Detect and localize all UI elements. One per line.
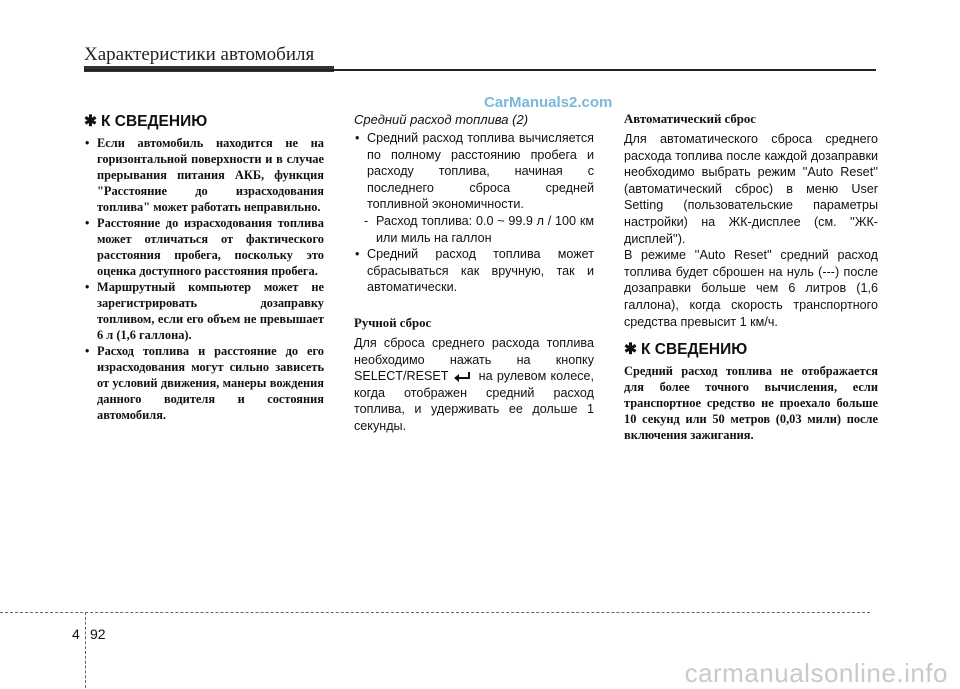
page-header-title: Характеристики автомобиля xyxy=(84,44,315,65)
manual-reset-text: Для сброса среднего расхода топлива необходимо нажать на кнопку SELECT/RESET на рулевом колесе, когда отображен средний расход топлива, и удерживать ее дольше 1 секунды. xyxy=(354,335,595,433)
auto-reset-paragraph-1: Для автоматического сброса среднего расхода топлива после каждой дозаправки необходимо выбрать режим ''Auto Reset'' (автоматический сброс) в меню User Setting (пользовательские параметры настройки) на ЖК-дисплее (см. ''ЖК-дисплей''). xyxy=(624,132,878,246)
list-subitem: - Расход топлива: 0.0 ~ 99.9 л / 100 км или миль на галлон xyxy=(354,213,594,246)
footer-rule xyxy=(0,612,870,613)
star-icon: ✱ xyxy=(624,341,637,359)
auto-reset-heading: Автоматический сброс xyxy=(624,112,756,126)
manual-reset-heading: Ручной сброс xyxy=(354,315,432,330)
column-2 xyxy=(354,112,594,435)
avg-fuel-heading: Средний расход топлива (2) xyxy=(354,112,529,127)
header-rule xyxy=(84,69,876,71)
notice-text: Средний расход топлива не отображается для более точного вычисления, если транспортное средство не проехало больше 10 секунд или 50 метров (0,03 мили) после включения зажигания. xyxy=(624,364,878,443)
chapter-number: 4 xyxy=(72,626,80,642)
auto-reset-paragraph-2: В режиме ''Auto Reset'' средний расход топлива будет сброшен на нуль (---) после дозаправки больше чем 6 литров (1,6 галлона), когда скорость транспортного средства превысит 1 км/ч. xyxy=(624,248,878,329)
notice-heading: ✱ К СВЕДЕНИЮ xyxy=(84,113,208,130)
notice-item: • Маршрутный компьютер может не зарегистрировать дозаправку топливом, если его объем не превышает 6 л (1,6 галлона). xyxy=(84,279,324,343)
column-1 xyxy=(84,112,324,423)
notice-list xyxy=(84,135,324,423)
page-number: 92 xyxy=(90,626,106,642)
watermark-top: CarManuals2.com xyxy=(484,94,613,111)
watermark-bottom: carmanualsonline.info xyxy=(684,658,948,688)
notice-item: • Расход топлива и расстояние до его израсходования могут сильно зависеть от условий движения, манеры вождения данного водителя и состояния автомобиля. xyxy=(84,343,324,423)
notice-item: • Расстояние до израсходования топлива может отличаться от фактического расстояния пробега, поскольку это оценка доступного расстояния пробега. xyxy=(84,215,324,279)
list-item: • Средний расход топлива вычисляется по полному расстоянию пробега и расходу топлива, начиная с последнего сброса средней топливной экономичности. xyxy=(354,130,594,213)
column-3 xyxy=(624,112,878,443)
page-number-separator xyxy=(85,612,86,688)
notice-heading-2: ✱ К СВЕДЕНИЮ xyxy=(624,341,748,359)
avg-fuel-list xyxy=(354,130,594,296)
list-item: • Средний расход топлива может сбрасываться как вручную, так и автоматически. xyxy=(354,246,594,296)
notice-item: • Если автомобиль находится не на горизонтальной поверхности и в случае прерывания питания АКБ, функция "Расстояние до израсходования топлива" может работать неправильно. xyxy=(84,135,324,215)
star-icon: ✱ xyxy=(84,113,97,130)
enter-icon xyxy=(452,371,474,383)
